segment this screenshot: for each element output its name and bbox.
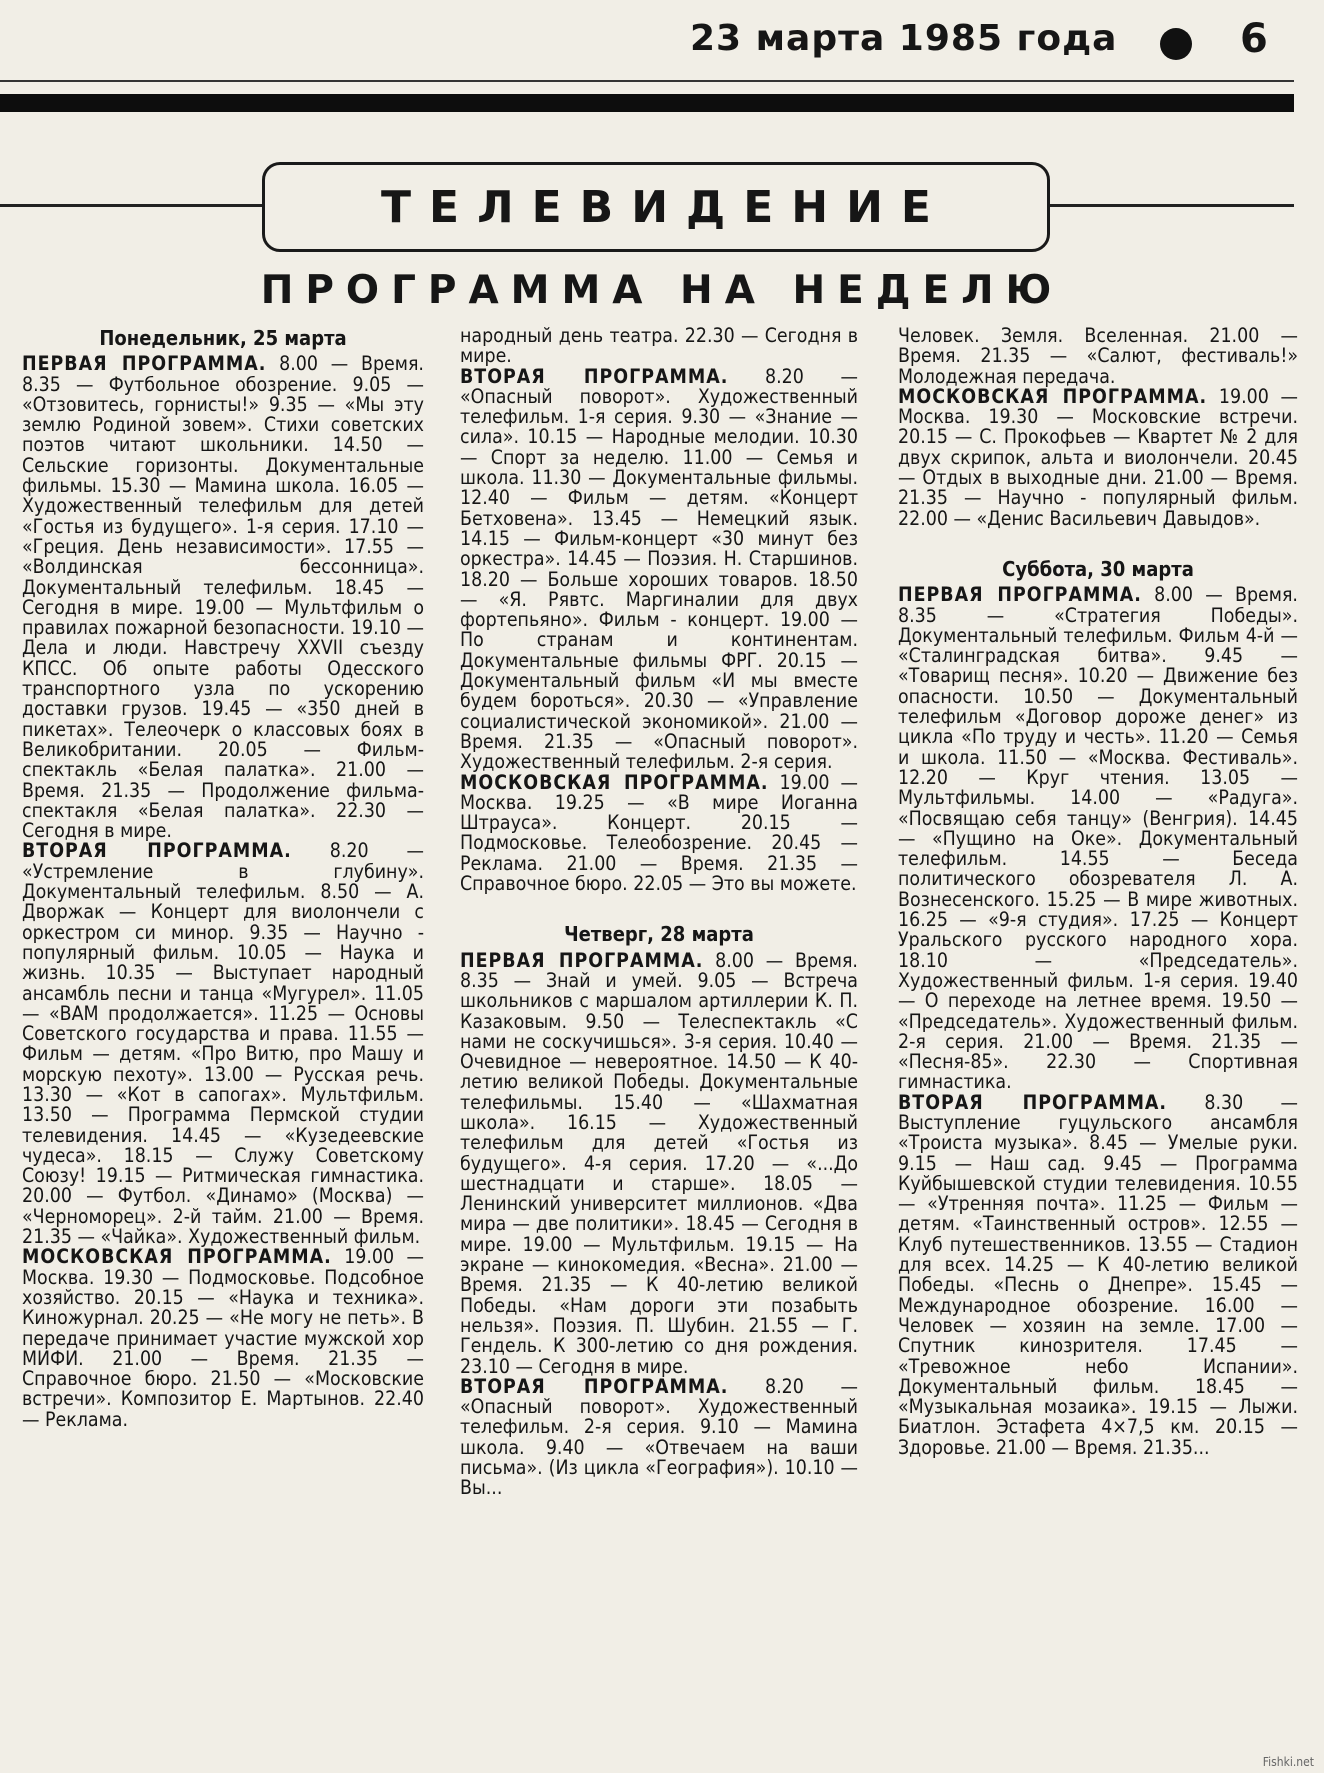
program-listing bbox=[460, 1374, 858, 1500]
channel-name: ВТОРАЯ ПРОГРАММА. bbox=[898, 1090, 1168, 1114]
banner-rule-right bbox=[1044, 204, 1294, 207]
schedule-text: 8.30 — Выступление гуцульского ансамбля «Троиста музыка». 8.45 — Умелые руки. 9.15 — Наш сад. 9.45 — Программа Куйбышевской студии телевидения. 10.55 — «Утренняя почта». 11.25 — Фильм — детям. «Таинственный остров». 12.55 — Клуб путешественников. 13.55 — Стадион для всех. 14.25 — К 40-летию великой Победы. «Песнь о Днепре». 15.45 — Международное обозрение. 16.00 — Человек — хозяин на земле. 17.00 — Спутник кинозрителя. 17.45 — «Тревожное небо Испании». Документальный фильм. 18.45 — «Музыкальная мозаика». 19.15 — Лыжи. Биатлон. Эстафета 4×7,5 км. 20.15 — Здоровье. 21.00 — Время. 21.35... bbox=[898, 1090, 1298, 1459]
issue-date: 23 марта 1985 года bbox=[690, 18, 1118, 59]
banner-rule-left bbox=[0, 204, 262, 207]
column-1 bbox=[22, 324, 424, 1430]
day-heading: Четверг, 28 марта bbox=[564, 922, 754, 947]
program-listing bbox=[898, 1090, 1298, 1459]
schedule-text: 8.00 — Время. 8.35 — Футбольное обозрение. 9.05 — «Отзовитесь, горнисты!» 9.35 — «Мы эту землю Родиной зовем». Стихи советских поэтов читают школьники. 14.50 — Сельские горизонты. Документальные фильмы. 15.30 — Мамина школа. 16.05 — Художественный телефильм для детей «Гостья из будущего». 1-я серия. 17.10 — «Греция. День независимости». 17.55 — «Волдинская бессонница». Документальный телефильм. 18.45 — Сегодня в мире. 19.00 — Мультфильм о правилах пожарной безопасности. 19.10 — Дела и люди. Навстречу XXVII съезду КПСС. Об опыте работы Одесского транспортного узла по ускорению доставки грузов. 19.45 — «350 дней в пикетах». Телеочерк о классовых боях в Великобритании. 20.05 — Фильм-спектакль «Белая палатка». 21.00 — Время. 21.35 — Продолжение фильма-спектакля «Белая палатка». 22.30 — Сегодня в мире. bbox=[22, 352, 424, 843]
day-heading: Суббота, 30 марта bbox=[1002, 556, 1194, 581]
listing-continuation bbox=[460, 326, 858, 367]
program-listing bbox=[898, 384, 1298, 530]
channel-name: ВТОРАЯ ПРОГРАММА. bbox=[22, 839, 292, 863]
schedule-text: 19.00 — Москва. 19.25 — «В мире Иоганна Штрауса». Концерт. 20.15 — Подмосковье. Телеобозрение. 20.45 — Реклама. 21.00 — Время. 21.35 — Справочное бюро. 22.05 — Это вы можете. bbox=[460, 770, 859, 896]
section-title: ТЕЛЕВИДЕНИЕ bbox=[381, 181, 949, 233]
channel-name: ПЕРВАЯ ПРОГРАММА. bbox=[460, 948, 704, 972]
schedule-text: 8.00 — Время. 8.35 — «Стратегия Победы». Документальный телефильм. Фильм 4-й — «Сталинградская битва». 9.45 — «Товарищ песня». 10.20 — Движение без опасности. 10.50 — Документальный телефильм «Договор дороже денег» из цикла «По труду и честь». 11.20 — Семья и школа. 11.50 — «Москва. Фестиваль». 12.20 — Круг чтения. 13.05 — Мультфильмы. 14.00 — «Радуга». «Посвящаю себя танцу» (Венгрия). 14.45 — «Пущино на Оке». Документальный телефильм. 14.55 — Беседа политического обозревателя Л. А. Вознесенского. 15.25 — В мире животных. 16.25 — «9-я студия». 17.25 — Концерт Уральского русского народного хора. 18.10 — «Председатель». Художественный фильм. 1-я серия. 19.40 — О переходе на летнее время. 19.50 — «Председатель». Художественный фильм. 2-я серия. 21.00 — Время. 21.35 — «Песня-85». 22.30 — Спортивная гимнастика. bbox=[898, 583, 1298, 1094]
program-listing bbox=[22, 841, 424, 1247]
schedule-text: 8.20 — «Опасный поворот». Художественный телефильм. 1-я серия. 9.30 — «Знание — сила». 10.15 — Народные мелодии. 10.30 — Спорт за неделю. 11.00 — Семья и школа. 11.30 — Документальные фильмы. 12.40 — Фильм — детям. «Концерт Бетховена». 13.45 — Немецкий язык. 14.15 — Фильм-концерт «30 минут без оркестра». 14.45 — Поэзия. Н. Старшинов. 18.20 — Больше хороших товаров. 18.50 — «Я. Рявтс. Маргиналии для двух фортепьяно». Фильм - концерт. 19.00 — По странам и континентам. Документальные фильмы ФРГ. 20.15 — Документальный фильм «И мы вместе будем бороться». 20.30 — «Управление социалистической экономикой». 21.00 — Время. 21.35 — «Опасный поворот». Художественный телефильм. 2-я серия. bbox=[460, 364, 858, 774]
program-listing bbox=[460, 948, 858, 1378]
bullet-dot bbox=[1160, 28, 1192, 60]
section-subtitle: ПРОГРАММА НА НЕДЕЛЮ bbox=[260, 268, 1064, 313]
channel-name: ВТОРАЯ ПРОГРАММА. bbox=[460, 364, 729, 388]
page-number: 6 bbox=[1240, 16, 1268, 62]
schedule-text: 19.00 — Москва. 19.30 — Подмосковье. Подсобное хозяйство. 20.15 — «Наука и техника». Киножурнал. 20.25 — «Не могу не петь». В передаче принимает участие мужской хор МИФИ. 21.00 — Время. 21.35 — Справочное бюро. 21.50 — «Московские встречи». Композитор Е. Мартынов. 22.40 — Реклама. bbox=[22, 1245, 424, 1431]
watermark: Fishki.net bbox=[1262, 1755, 1314, 1769]
program-listing bbox=[898, 585, 1298, 1092]
schedule-text: 8.20 — «Опасный поворот». Художественный телефильм. 2-я серия. 9.10 — Мамина школа. 9.40 — «Отвечаем на ваши письма». (Из цикла «География»). 10.10 — Вы... bbox=[460, 1374, 858, 1500]
program-listing bbox=[460, 770, 859, 896]
channel-name: МОСКОВСКАЯ ПРОГРАММА. bbox=[460, 770, 769, 794]
program-listing bbox=[460, 364, 858, 774]
channel-name: ПЕРВАЯ ПРОГРАММА. bbox=[898, 583, 1142, 607]
day-gap bbox=[460, 894, 858, 920]
channel-name: ПЕРВАЯ ПРОГРАММА. bbox=[22, 352, 267, 376]
column-2 bbox=[460, 326, 858, 1499]
day-heading: Понедельник, 25 марта bbox=[99, 326, 347, 350]
program-listing bbox=[22, 354, 424, 841]
listing-continuation bbox=[898, 326, 1298, 387]
channel-name: ВТОРАЯ ПРОГРАММА. bbox=[460, 1374, 729, 1398]
day-gap bbox=[898, 529, 1298, 555]
column-3 bbox=[898, 326, 1298, 1458]
schedule-text: 8.20 — «Устремление в глубину». Документальный телефильм. 8.50 — А. Дворжак — Концерт для виолончели с оркестром си минор. 9.35 — Научно - популярный фильм. 10.05 — Наука и жизнь. 10.35 — Выступает народный ансамбль песни и танца «Мугурел». 11.05 — «ВАМ продолжается». 11.25 — Основы Советского государства и права. 11.55 — Фильм — детям. «Про Витю, про Машу и морскую пехоту». 13.00 — Русская речь. 13.30 — «Кот в сапогах». Мультфильм. 13.50 — Программа Пермской студии телевидения. 14.45 — «Кузедеевские чудеса». 18.15 — Служу Советскому Союзу! 19.15 — Ритмическая гимнастика. 20.00 — Футбол. «Динамо» (Москва) — «Черноморец». 2-й тайм. 21.00 — Время. 21.35 — «Чайка». Художественный фильм. bbox=[22, 839, 424, 1249]
header-thin-rule bbox=[0, 80, 1294, 82]
channel-name: МОСКОВСКАЯ ПРОГРАММА. bbox=[898, 384, 1208, 408]
masthead bbox=[0, 0, 1324, 80]
schedule-text: народный день театра. 22.30 — Сегодня в мире. bbox=[460, 324, 858, 368]
header-thick-rule bbox=[0, 94, 1294, 112]
channel-name: МОСКОВСКАЯ ПРОГРАММА. bbox=[22, 1245, 332, 1269]
section-banner bbox=[262, 162, 1050, 252]
schedule-text: Человек. Земля. Вселенная. 21.00 — Время. 21.35 — «Салют, фестиваль!» Молодежная передача. bbox=[898, 324, 1298, 388]
schedule-text: 19.00 — Москва. 19.30 — Московские встречи. 20.15 — С. Прокофьев — Квартет № 2 для двух скрипок, альта и виолончели. 20.45 — Отдых в выходные дни. 21.00 — Время. 21.35 — Научно - популярный фильм. 22.00 — «Денис Васильевич Давыдов». bbox=[898, 384, 1298, 530]
program-listing bbox=[22, 1247, 424, 1430]
schedule-text: 8.00 — Время. 8.35 — Знай и умей. 9.05 — Встреча школьников с маршалом артиллерии К. П. Казаковым. 9.50 — Телеспектакль «С нами не соскучишься». 3-я серия. 10.40 — Очевидное — невероятное. 14.50 — К 40-летию великой Победы. Документальные телефильмы. 15.40 — «Шахматная школа». 16.15 — Художественный телефильм для детей «Гостья из будущего». 4-я серия. 17.20 — «...До шестнадцати и старше». 18.05 — Ленинский университет миллионов. «Два мира — две политики». 18.45 — Сегодня в мире. 19.00 — Мультфильм. 19.15 — На экране — кинокомедия. «Весна». 21.00 — Время. 21.35 — К 40-летию великой Победы. «Нам дороги эти позабыть нельзя». Поэзия. П. Шубин. 21.55 — Г. Гендель. К 300-летию со дня рождения. 23.10 — Сегодня в мире. bbox=[460, 948, 858, 1378]
